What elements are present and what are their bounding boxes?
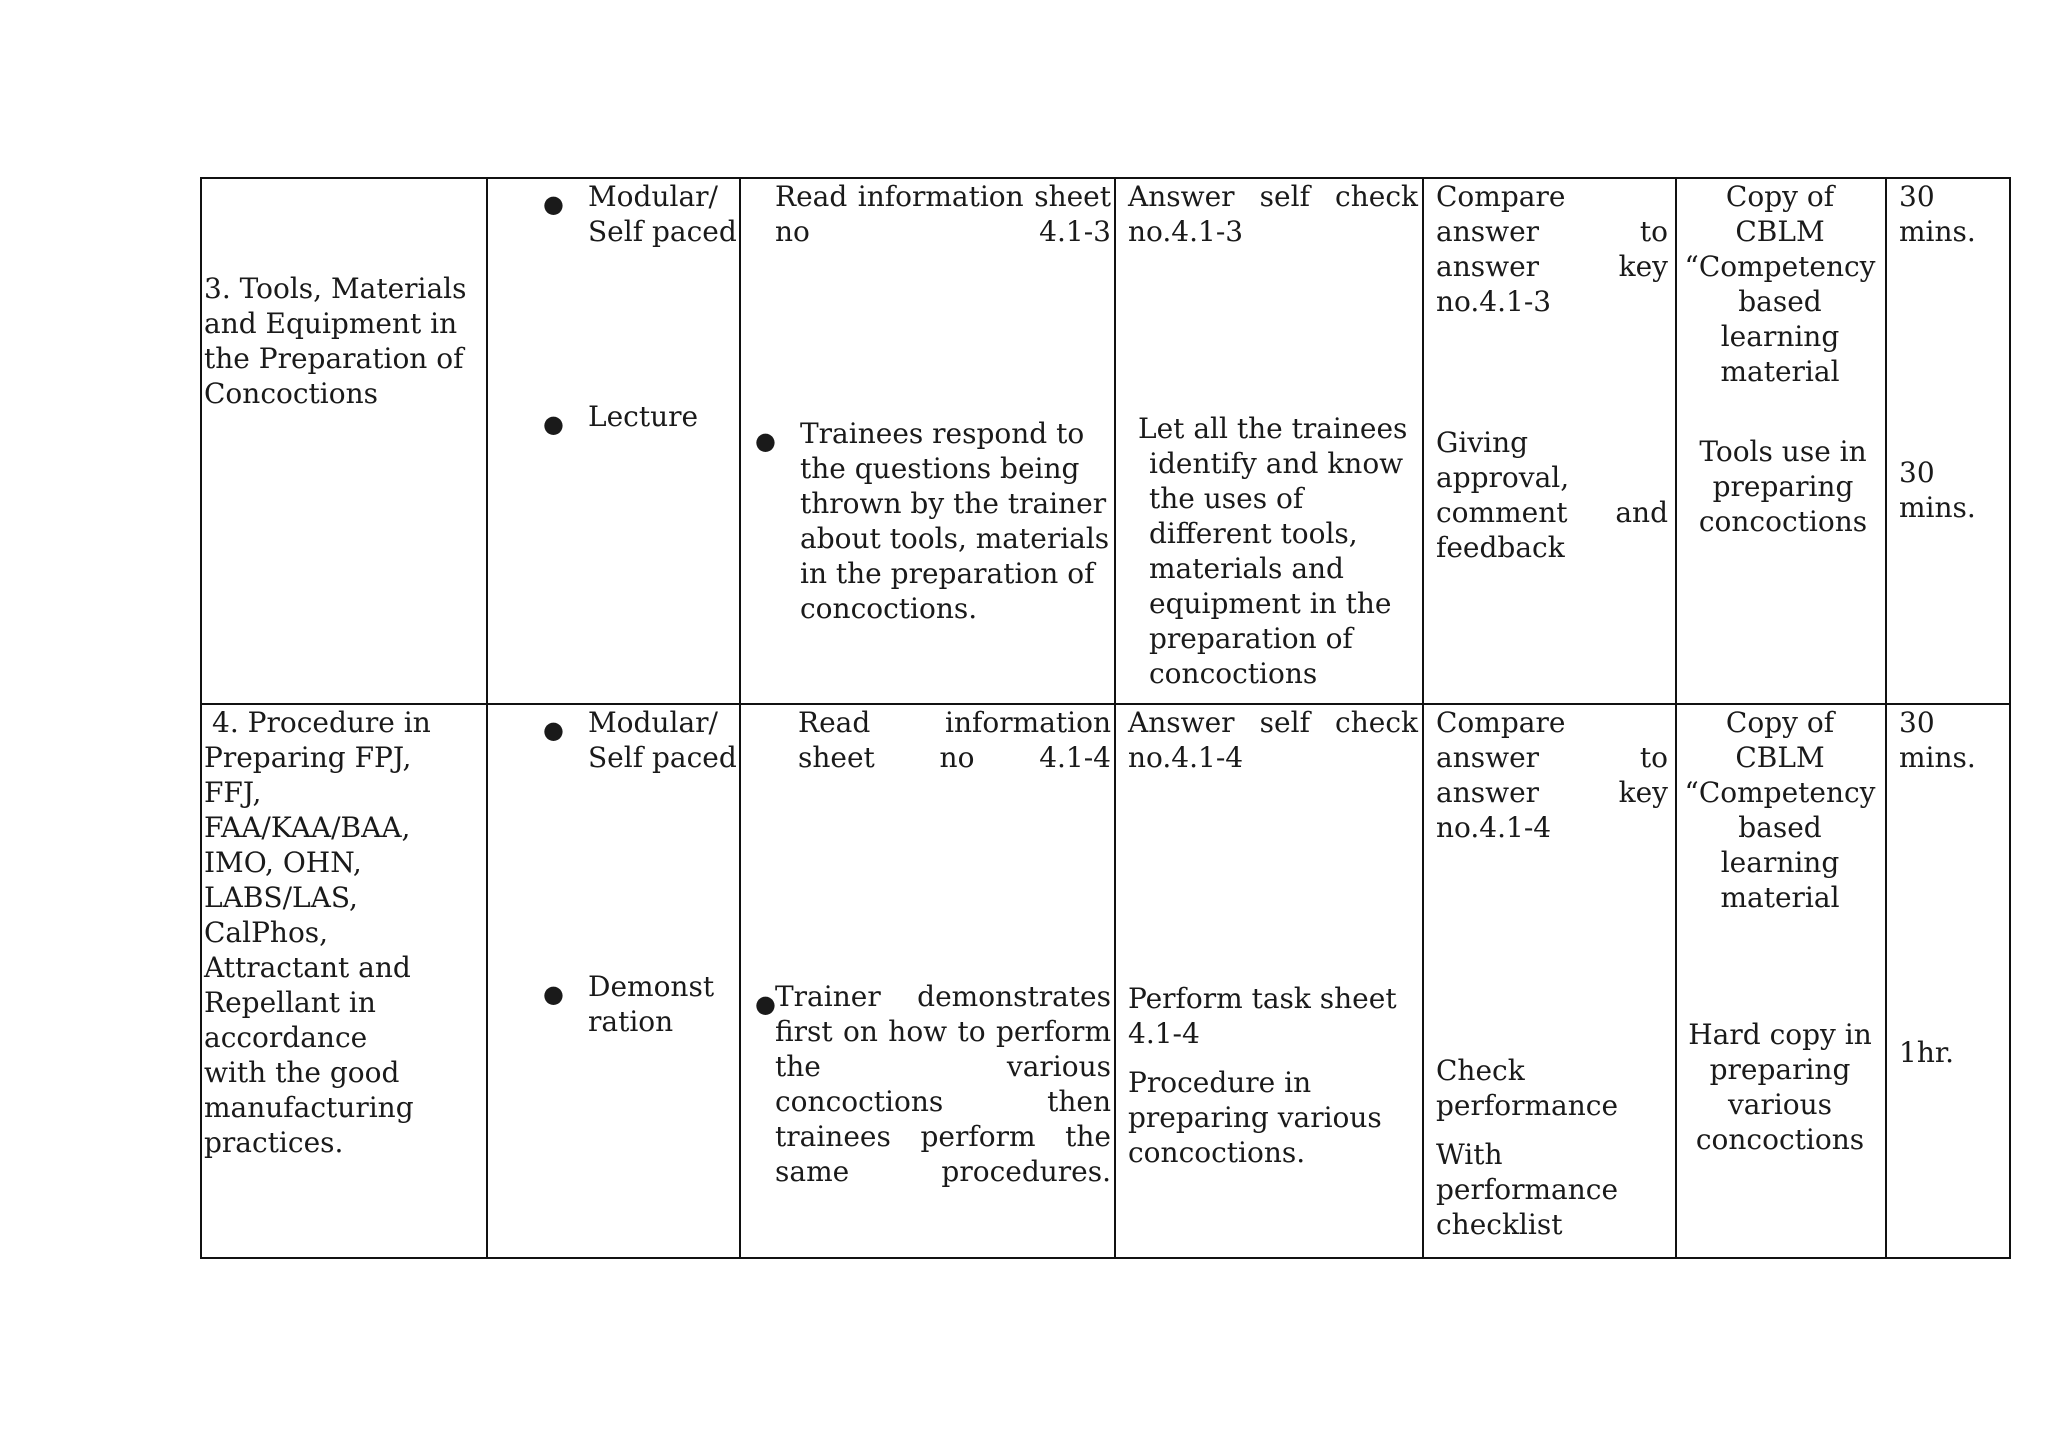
method-text: Demonst ration bbox=[588, 970, 715, 1038]
method-text: Modular/ Self paced bbox=[588, 180, 737, 248]
resources-cell bbox=[1676, 178, 1886, 704]
bullet-icon: ● bbox=[755, 427, 776, 455]
table-row bbox=[201, 704, 2010, 1258]
feedback-text: Giving approval, comment and feedback bbox=[1436, 426, 1668, 564]
topic-cell bbox=[201, 704, 487, 1258]
bullet-icon: ● bbox=[543, 716, 564, 744]
bullet-icon: ● bbox=[543, 980, 564, 1008]
bullet-icon: ● bbox=[755, 990, 776, 1018]
topic-text: 3. Tools, Materials and Equipment in the Preparation of Concoctions bbox=[204, 272, 467, 410]
bullet-icon: ● bbox=[543, 410, 564, 438]
time-cell bbox=[1886, 704, 2010, 1258]
presentation-text: Read information sheet no 4.1-4 bbox=[798, 706, 1111, 774]
time-cell bbox=[1886, 178, 2010, 704]
resources-cell bbox=[1676, 704, 1886, 1258]
session-plan-table bbox=[200, 177, 2011, 1259]
time-text: 30 mins. bbox=[1899, 706, 1976, 774]
practice-text: Let all the trainees identify and know the uses of different tools, materials and equipment in the preparation of concoctions bbox=[1138, 412, 1408, 690]
resources-text: Copy of CBLM “Competency based learning material bbox=[1684, 706, 1876, 914]
time-text: 30 mins. bbox=[1899, 456, 1976, 524]
practice-text: Procedure in preparing various concoctions. bbox=[1128, 1066, 1382, 1169]
practice-text: Perform task sheet 4.1-4 bbox=[1128, 982, 1397, 1050]
feedback-cell bbox=[1423, 178, 1676, 704]
practice-text: Answer self check no.4.1-4 bbox=[1128, 706, 1418, 774]
presentation-text: Trainees respond to the questions being thrown by the trainer about tools, materials in the preparation of concoctions. bbox=[800, 417, 1110, 625]
practice-text: Answer self check no.4.1-3 bbox=[1128, 180, 1418, 248]
method-text: Lecture bbox=[588, 400, 699, 433]
feedback-text: With performance checklist bbox=[1436, 1138, 1619, 1241]
methods-cell bbox=[487, 178, 740, 704]
presentation-text: Trainer demonstrates first on how to perform the various concoctions then trainees perform the same procedures. bbox=[775, 980, 1111, 1188]
topic-cell bbox=[201, 178, 487, 704]
time-text: 1hr. bbox=[1899, 1036, 1955, 1069]
presentation-text: Read information sheet no 4.1-3 bbox=[775, 180, 1111, 248]
time-text: 30 mins. bbox=[1899, 180, 1976, 248]
bullet-icon: ● bbox=[543, 190, 564, 218]
presentation-cell bbox=[740, 178, 1115, 704]
presentation-cell bbox=[740, 704, 1115, 1258]
resources-text: Copy of CBLM “Competency based learning material bbox=[1684, 180, 1876, 388]
feedback-text: Check performance bbox=[1436, 1054, 1619, 1122]
topic-text: 4. Procedure in Preparing FPJ, FFJ, FAA/KAA/BAA, IMO, OHN, LABS/LAS, CalPhos, Attractant and Repellant in accordance with the good manufacturing practices. bbox=[204, 706, 431, 1159]
feedback-text: Compare answer to answer key no.4.1-4 bbox=[1436, 706, 1668, 844]
resources-text: Tools use in preparing concoctions bbox=[1698, 435, 1868, 538]
feedback-cell bbox=[1423, 704, 1676, 1258]
practice-cell bbox=[1115, 178, 1423, 704]
feedback-text: Compare answer to answer key no.4.1-3 bbox=[1436, 180, 1668, 318]
resources-text: Hard copy in preparing various concoctions bbox=[1688, 1018, 1872, 1156]
table-row bbox=[201, 178, 2010, 704]
practice-cell bbox=[1115, 704, 1423, 1258]
method-text: Modular/ Self paced bbox=[588, 706, 737, 774]
methods-cell bbox=[487, 704, 740, 1258]
